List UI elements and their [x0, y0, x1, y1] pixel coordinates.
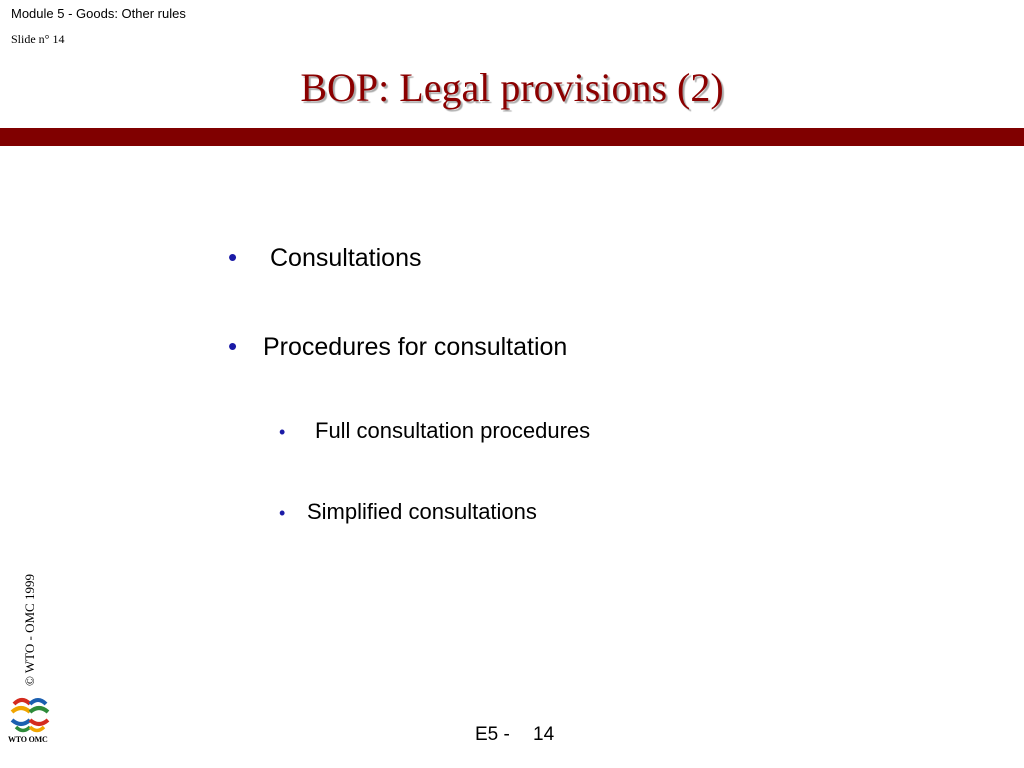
logo-text: WTO OMC	[8, 735, 48, 744]
bullet-item	[228, 331, 567, 362]
copyright-text: © WTO - OMC 1999	[22, 574, 37, 686]
bullet-text: Consultations	[270, 244, 422, 272]
bullet-item	[279, 418, 590, 444]
footer-prefix: E5 -	[475, 724, 510, 745]
footer-page-number: 14	[533, 724, 555, 745]
bullet-text: Simplified consultations	[307, 499, 537, 524]
bullet-text: Procedures for consultation	[263, 333, 568, 361]
bullet-icon: •	[228, 242, 238, 272]
slide-number: Slide n° 14	[11, 32, 65, 46]
bullet-icon: •	[279, 503, 286, 523]
bullet-icon: •	[279, 422, 286, 442]
bullet-item	[279, 499, 537, 525]
bullet-item	[228, 242, 421, 273]
bullet-text: Full consultation procedures	[315, 418, 591, 443]
bullet-icon: •	[228, 331, 238, 361]
module-label: Module 5 - Goods: Other rules	[11, 6, 186, 21]
slide-title: BOP: Legal provisions (2)	[300, 65, 724, 110]
